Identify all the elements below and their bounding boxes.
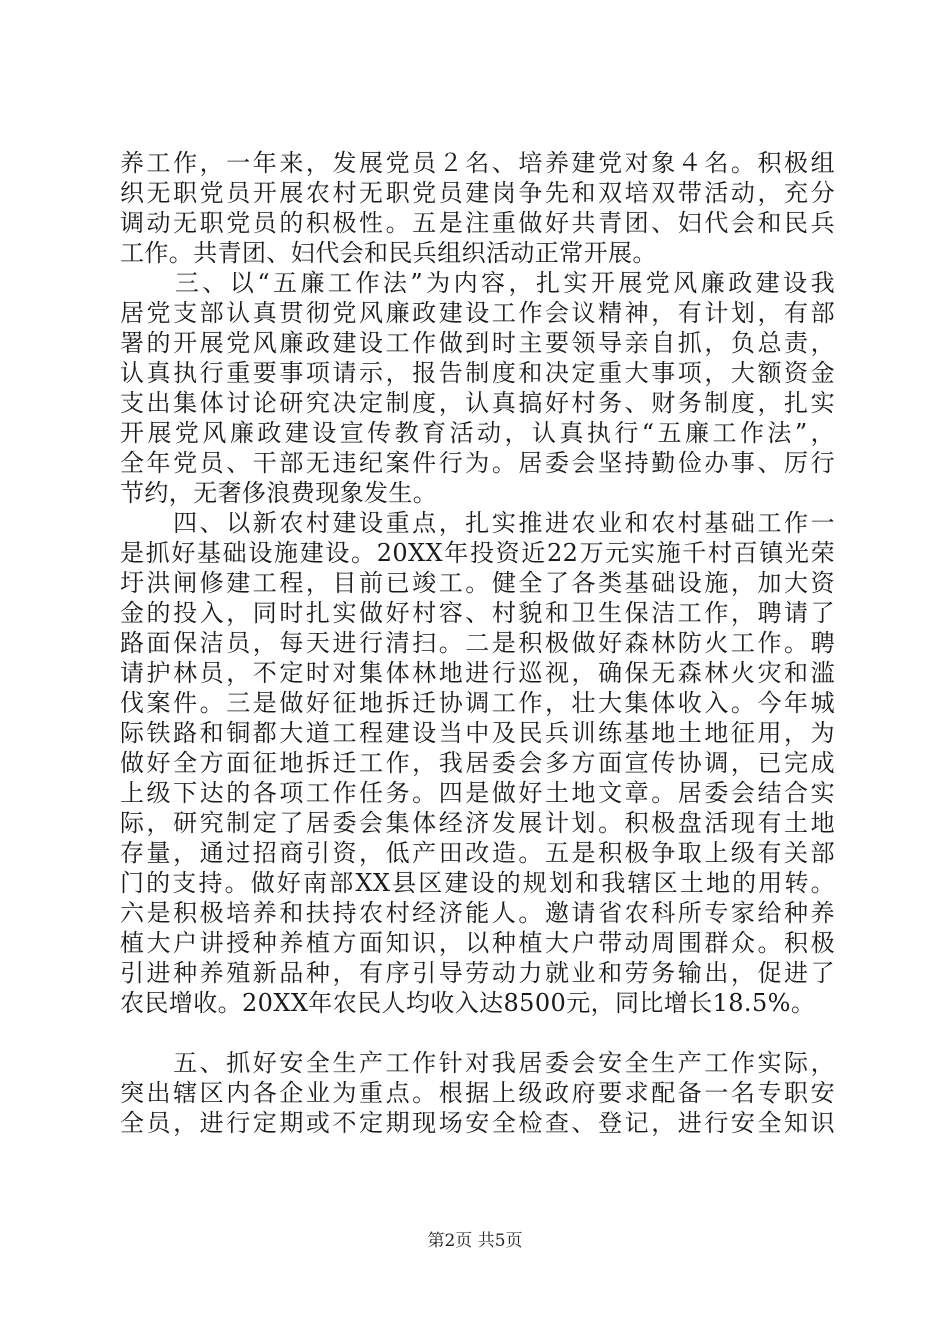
body-line: 伐案件。三是做好征地拆迁协调工作，壮大集体收入。今年城 [120,689,835,717]
body-line: 存量，通过招商引资，低产田改造。五是积极争取上级有关部 [120,839,835,867]
body-line: 养工作，一年来，发展党员２名、培养建党对象４名。积极组 [120,149,835,177]
body-line: 四、以新农村建设重点，扎实推进农业和农村基础工作一 [120,509,835,537]
body-line: 织无职党员开展农村无职党员建岗争先和双培双带活动，充分 [120,179,835,207]
body-line: 植大户讲授种养植方面知识，以种植大户带动周围群众。积极 [120,929,835,957]
body-line: 是抓好基础设施建设。20XX年投资近22万元实施千村百镇光荣 [120,539,835,567]
body-line: 际铁路和铜都大道工程建设当中及民兵训练基地土地征用，为 [120,719,835,747]
body-line: 上级下达的各项工作任务。四是做好土地文章。居委会结合实 [120,779,835,807]
body-line: 署的开展党风廉政建设工作做到时主要领导亲自抓，负总责， [120,329,835,357]
body-line: 农民增收。20XX年农民人均收入达8500元，同比增长18.5%。 [120,989,816,1017]
page-footer: 第2页 共5页 [427,1231,523,1251]
body-line: 调动无职党员的积极性。五是注重做好共青团、妇代会和民兵 [120,209,835,237]
body-line [120,1018,835,1048]
body-line: 门的支持。做好南部XX县区建设的规划和我辖区土地的用转。 [120,869,835,897]
body-line: 全年党员、干部无违纪案件行为。居委会坚持勤俭办事、厉行 [120,449,835,477]
body-line: 工作。共青团、妇代会和民兵组织活动正常开展。 [120,239,657,267]
body-line: 请护林员，不定时对集体林地进行巡视，确保无森林火灾和滥 [120,659,835,687]
body-line: 引进种养殖新品种，有序引导劳动力就业和劳务输出，促进了 [120,959,835,987]
body-line: 全员，进行定期或不定期现场安全检查、登记，进行安全知识 [120,1109,835,1137]
body-line: 圩洪闸修建工程，目前已竣工。健全了各类基础设施，加大资 [120,569,835,597]
body-line: 节约，无奢侈浪费现象发生。 [120,479,438,507]
body-line: 际，研究制定了居委会集体经济发展计划。积极盘活现有土地 [120,809,835,837]
body-line: 三、以“五廉工作法”为内容，扎实开展党风廉政建设我 [120,269,835,297]
body-line: 五、抓好安全生产工作针对我居委会安全生产工作实际， [120,1049,835,1077]
body-line: 支出集体讨论研究决定制度，认真搞好村务、财务制度，扎实 [120,389,835,417]
body-line: 开展党风廉政建设宣传教育活动，认真执行“五廉工作法”， [120,419,835,447]
body-line: 做好全方面征地拆迁工作，我居委会多方面宣传协调，已完成 [120,749,835,777]
body-line: 突出辖区内各企业为重点。根据上级政府要求配备一名专职安 [120,1079,835,1107]
body-line: 居党支部认真贯彻党风廉政建设工作会议精神，有计划，有部 [120,299,835,327]
body-line: 六是积极培养和扶持农村经济能人。邀请省农科所专家给种养 [120,899,835,927]
body-line: 金的投入，同时扎实做好村容、村貌和卫生保洁工作，聘请了 [120,599,835,627]
body-line: 路面保洁员，每天进行清扫。二是积极做好森林防火工作。聘 [120,629,835,657]
document-body [120,148,835,1138]
body-line: 认真执行重要事项请示，报告制度和决定重大事项，大额资金 [120,359,835,387]
